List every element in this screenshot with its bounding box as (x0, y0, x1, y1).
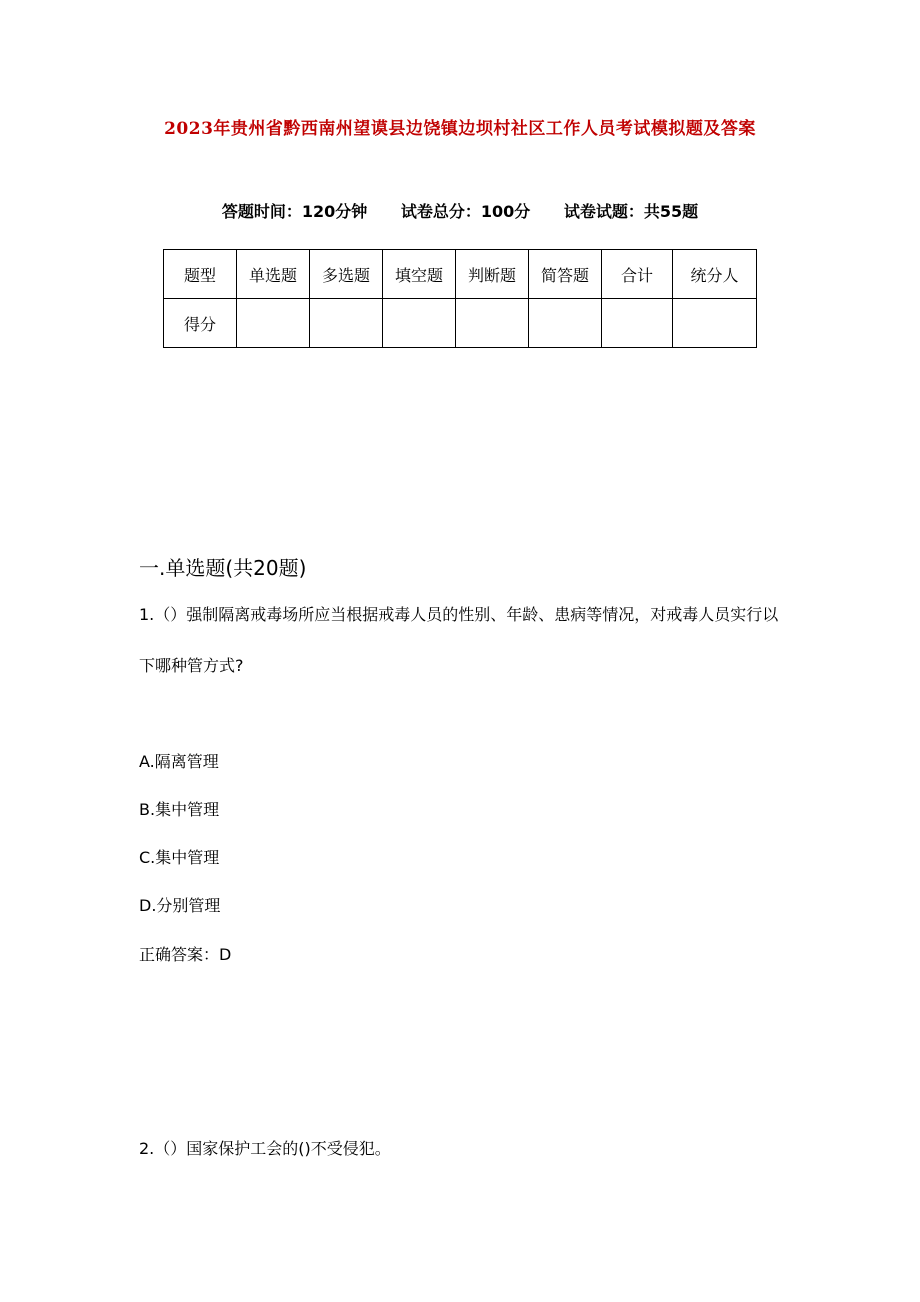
score-cell (529, 299, 602, 348)
score-table-score-row (164, 299, 757, 348)
header-cell-judge: 判断题 (456, 250, 529, 299)
header-cell-grader: 统分人 (673, 250, 757, 299)
score-table-header-row (164, 250, 757, 299)
header-cell-total: 合计 (602, 250, 673, 299)
row-label-score: 得分 (164, 299, 237, 348)
header-cell-multi: 多选题 (310, 250, 383, 299)
exam-meta (0, 199, 920, 222)
exam-question-count: 试卷试题：共55题 (563, 202, 699, 221)
question-1-option-d: D.分别管理 (139, 896, 221, 915)
question-1-text: 1.（）强制隔离戒毒场所应当根据戒毒人员的性别、年龄、患病等情况，对戒毒人员实行以下哪种管方式? (139, 605, 779, 675)
exam-title: 2023年贵州省黔西南州望谟县边饶镇边坝村社区工作人员考试模拟题及答案 (164, 119, 756, 139)
score-table (163, 249, 757, 348)
score-cell (456, 299, 529, 348)
question-2-text: 2.（）国家保护工会的()不受侵犯。 (139, 1139, 391, 1158)
question-1-option-a: A.隔离管理 (139, 752, 219, 771)
score-cell (237, 299, 310, 348)
exam-total-score: 试卷总分：100分 (400, 202, 531, 221)
header-cell-type: 题型 (164, 250, 237, 299)
exam-time: 答题时间：120分钟 (221, 202, 368, 221)
header-cell-fill: 填空题 (383, 250, 456, 299)
score-cell (383, 299, 456, 348)
score-cell (310, 299, 383, 348)
header-cell-short: 简答题 (529, 250, 602, 299)
score-cell (602, 299, 673, 348)
header-cell-single: 单选题 (237, 250, 310, 299)
score-cell (673, 299, 757, 348)
question-1-option-b: B.集中管理 (139, 800, 220, 819)
section-title: 一.单选题(共20题) (139, 556, 307, 580)
question-1-answer: 正确答案：D (139, 945, 232, 964)
question-1-option-c: C.集中管理 (139, 848, 220, 867)
